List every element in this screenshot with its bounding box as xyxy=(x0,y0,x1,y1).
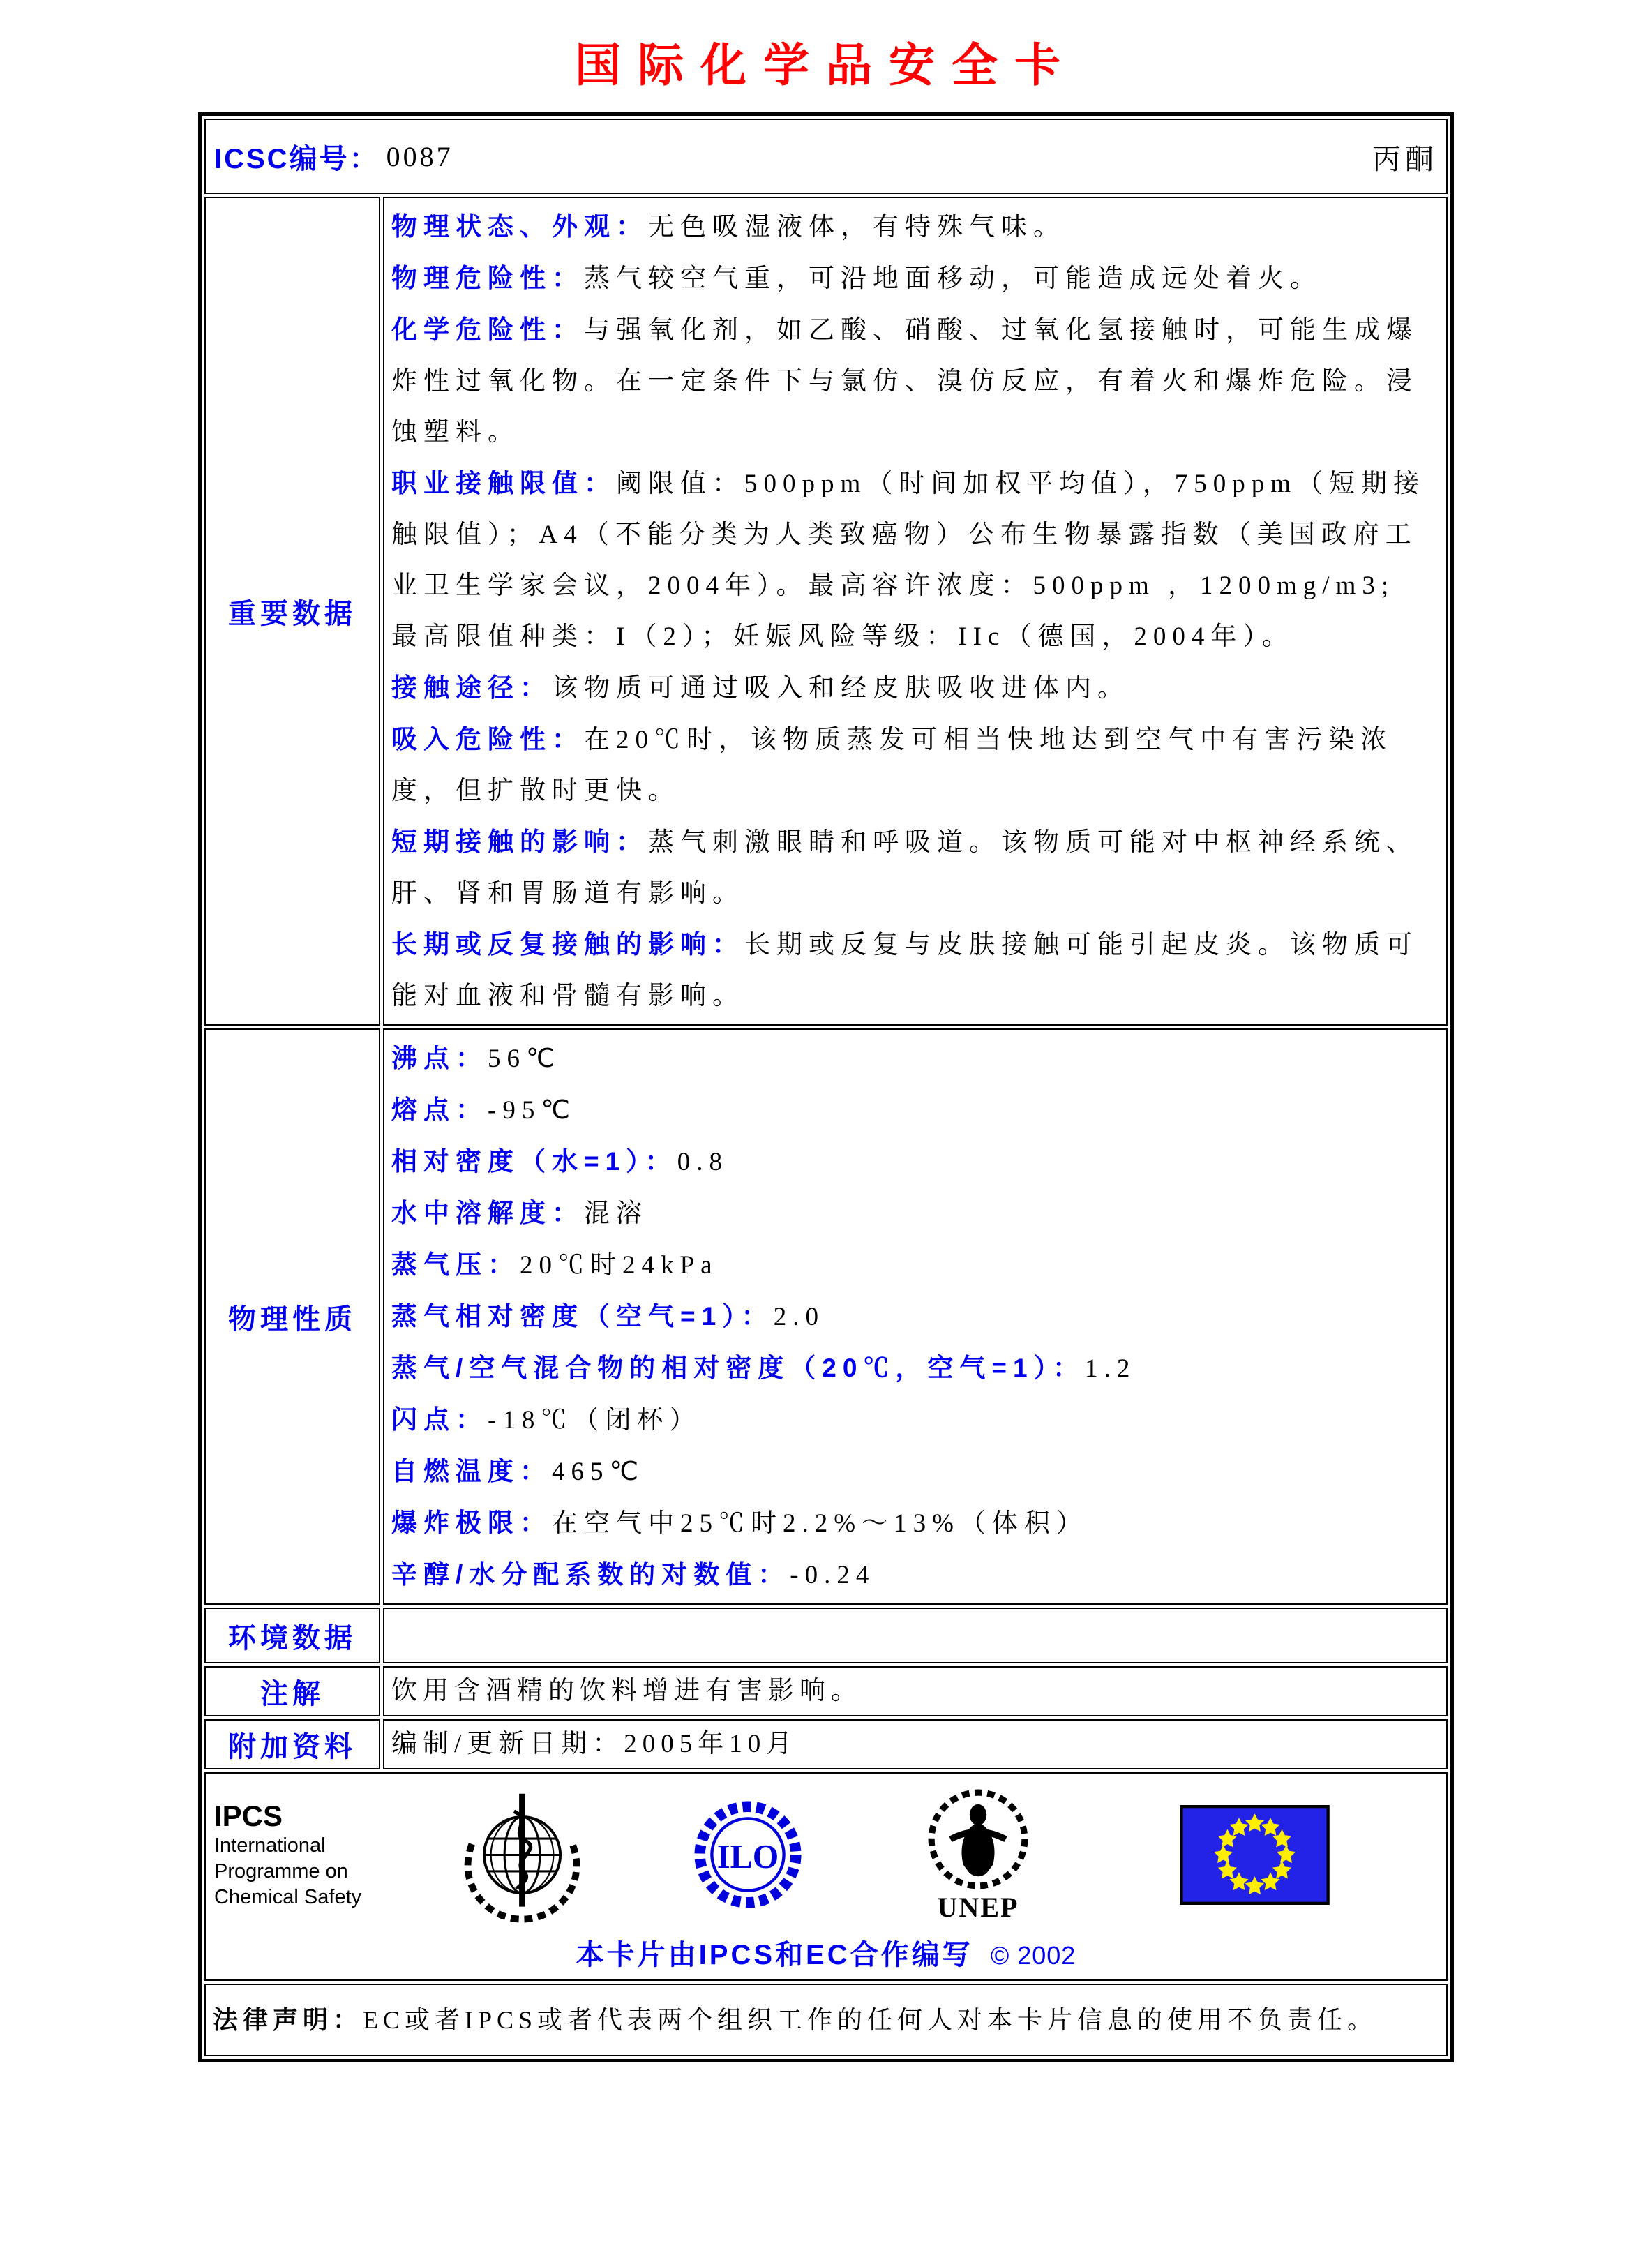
legal-label: 法律声明： xyxy=(213,2005,363,2034)
ilo-logo-text: ILO xyxy=(716,1838,779,1876)
property-label: 短期接触的影响： xyxy=(391,828,648,856)
property-value: 2.0 xyxy=(773,1303,825,1331)
who-logo-icon xyxy=(454,1787,590,1923)
logos-cell xyxy=(204,1772,1448,1981)
legal-cell xyxy=(204,1984,1448,2056)
property-label: 爆炸极限： xyxy=(391,1508,552,1537)
property-label: 蒸气相对密度（空气=1）： xyxy=(391,1302,774,1331)
property-line xyxy=(391,1084,1439,1136)
property-label: 熔点： xyxy=(391,1095,488,1124)
property-line xyxy=(391,662,1439,714)
section-content-additional-info xyxy=(383,1719,1448,1769)
ipcs-subtitle-line: International xyxy=(214,1834,326,1857)
icsc-page xyxy=(0,28,1652,2062)
property-value: 56℃ xyxy=(488,1045,562,1073)
property-label: 物理危险性： xyxy=(391,264,584,292)
property-line xyxy=(391,1394,1439,1446)
section-label-notes: 注解 xyxy=(204,1666,380,1716)
ipcs-title: IPCS xyxy=(214,1799,283,1832)
property-label: 水中溶解度： xyxy=(391,1199,584,1227)
property-value: 在20℃时，该物质蒸发可相当快地达到空气中有害污染浓度，但扩散时更快。 xyxy=(391,726,1392,805)
property-line xyxy=(391,304,1439,458)
property-line xyxy=(391,1291,1439,1342)
environmental-data-row xyxy=(204,1608,1448,1663)
cooperation-note xyxy=(206,1933,1446,1972)
property-label: 蒸气/空气混合物的相对密度（20℃，空气=1）： xyxy=(391,1354,1086,1382)
property-value: 465℃ xyxy=(552,1458,645,1486)
header-row xyxy=(204,119,1448,194)
property-label: 物理状态、外观： xyxy=(391,212,648,241)
icsc-number-label: ICSC编号： xyxy=(214,143,380,174)
section-label-physical-properties: 物理性质 xyxy=(204,1028,380,1605)
property-label: 吸入危险性： xyxy=(391,725,584,754)
important-data-row xyxy=(204,197,1448,1026)
property-value: 饮用含酒精的饮料增进有害影响。 xyxy=(391,1677,862,1706)
logos-row xyxy=(204,1772,1448,1981)
section-content-important-data xyxy=(383,197,1448,1026)
property-line xyxy=(391,1033,1439,1084)
property-value: 0.8 xyxy=(677,1148,728,1176)
property-label: 沸点： xyxy=(391,1044,488,1072)
property-line xyxy=(391,253,1439,304)
property-label: 自燃温度： xyxy=(391,1457,552,1485)
property-line xyxy=(391,816,1439,919)
section-label-environmental-data: 环境数据 xyxy=(204,1608,380,1663)
cooperation-note-text: 本卡片由IPCS和EC合作编写 xyxy=(576,1940,973,1970)
property-value: 蒸气较空气重，可沿地面移动，可能造成远处着火。 xyxy=(584,264,1322,293)
property-line xyxy=(391,1549,1439,1601)
property-line xyxy=(391,1342,1439,1394)
section-content-environmental-data xyxy=(383,1608,1448,1663)
property-value: 1.2 xyxy=(1085,1354,1136,1383)
property-value: 长期或反复与皮肤接触可能引起皮炎。该物质可能对血液和骨髓有影响。 xyxy=(391,931,1418,1010)
property-label: 长期或反复接触的影响： xyxy=(391,930,744,959)
property-line xyxy=(391,1188,1439,1239)
property-label: 蒸气压： xyxy=(391,1250,520,1279)
property-label: 相对密度（水=1）： xyxy=(391,1147,677,1176)
icsc-card-table xyxy=(198,112,1454,2062)
property-value: -18℃（闭杯） xyxy=(488,1406,702,1435)
eu-flag-icon xyxy=(1179,1805,1330,1905)
property-value: 阈限值：500ppm（时间加权平均值），750ppm（短期接触限值）；A4（不能分类为人类致癌物）公布生物暴露指数（美国政府工业卫生学家会议，2004年）。最高容许浓度：500ppm ，1200mg/m3; 最高限值种类：I（2）；妊娠风险等级：IIc（德国，2004年）。 xyxy=(391,470,1426,651)
property-line xyxy=(391,714,1439,816)
property-line xyxy=(391,1446,1439,1497)
icsc-number-value: 0087 xyxy=(386,140,453,172)
property-label: 辛醇/水分配系数的对数值： xyxy=(391,1560,790,1589)
section-content-physical-properties xyxy=(383,1028,1448,1605)
property-label: 闪点： xyxy=(391,1405,488,1434)
unep-logo-text: UNEP xyxy=(937,1892,1019,1923)
property-line xyxy=(391,201,1439,253)
property-value: 混溶 xyxy=(584,1199,648,1228)
unep-logo-icon xyxy=(925,1786,1031,1892)
physical-properties-row xyxy=(204,1028,1448,1605)
page-title: 国际化学品安全卡 xyxy=(575,39,1077,91)
header-cell xyxy=(204,119,1448,194)
property-line xyxy=(391,1672,1439,1710)
section-content-notes xyxy=(383,1666,1448,1716)
property-value: 20℃时24kPa xyxy=(520,1251,719,1280)
property-value: 编制/更新日期：2005年10月 xyxy=(391,1730,798,1759)
property-value: 该物质可通过吸入和经皮肤吸收进体内。 xyxy=(552,674,1129,703)
property-line xyxy=(391,1239,1439,1291)
property-line xyxy=(391,919,1439,1021)
ilo-logo-icon xyxy=(688,1795,808,1915)
property-value: 蒸气刺激眼睛和呼吸道。该物质可能对中枢神经系统、肝、肾和胃肠道有影响。 xyxy=(391,828,1418,908)
copyright-text: © 2002 xyxy=(990,1941,1076,1970)
property-value: 在空气中25℃时2.2%～13%（体积） xyxy=(552,1509,1088,1538)
legal-row xyxy=(204,1984,1448,2056)
unep-logo-block xyxy=(925,1786,1031,1923)
property-label: 职业接触限值： xyxy=(391,469,616,497)
section-label-important-data: 重要数据 xyxy=(204,197,380,1026)
property-line xyxy=(391,1725,1439,1763)
section-label-additional-info: 附加资料 xyxy=(204,1719,380,1769)
chemical-name: 丙酮 xyxy=(1372,142,1438,175)
ipcs-subtitle-line: Chemical Safety xyxy=(214,1885,362,1908)
property-value: 与强氧化剂，如乙酸、硝酸、过氧化氢接触时，可能生成爆炸性过氧化物。在一定条件下与氯仿、溴仿反应，有着火和爆炸危险。浸蚀塑料。 xyxy=(391,316,1418,447)
property-line xyxy=(391,458,1439,662)
property-label: 化学危险性： xyxy=(391,315,584,344)
notes-row xyxy=(204,1666,1448,1716)
property-label: 接触途径： xyxy=(391,673,552,702)
additional-info-row xyxy=(204,1719,1448,1769)
property-value: -0.24 xyxy=(790,1561,876,1589)
ipcs-text-block xyxy=(214,1799,394,1910)
property-line xyxy=(391,1497,1439,1549)
legal-text: EC或者IPCS或者代表两个组织工作的任何人对本卡片信息的使用不负责任。 xyxy=(363,2006,1378,2034)
property-line xyxy=(391,1136,1439,1188)
property-value: -95℃ xyxy=(488,1096,576,1125)
property-value: 无色吸湿液体，有特殊气味。 xyxy=(648,213,1065,241)
ipcs-subtitle-line: Programme on xyxy=(214,1859,348,1882)
